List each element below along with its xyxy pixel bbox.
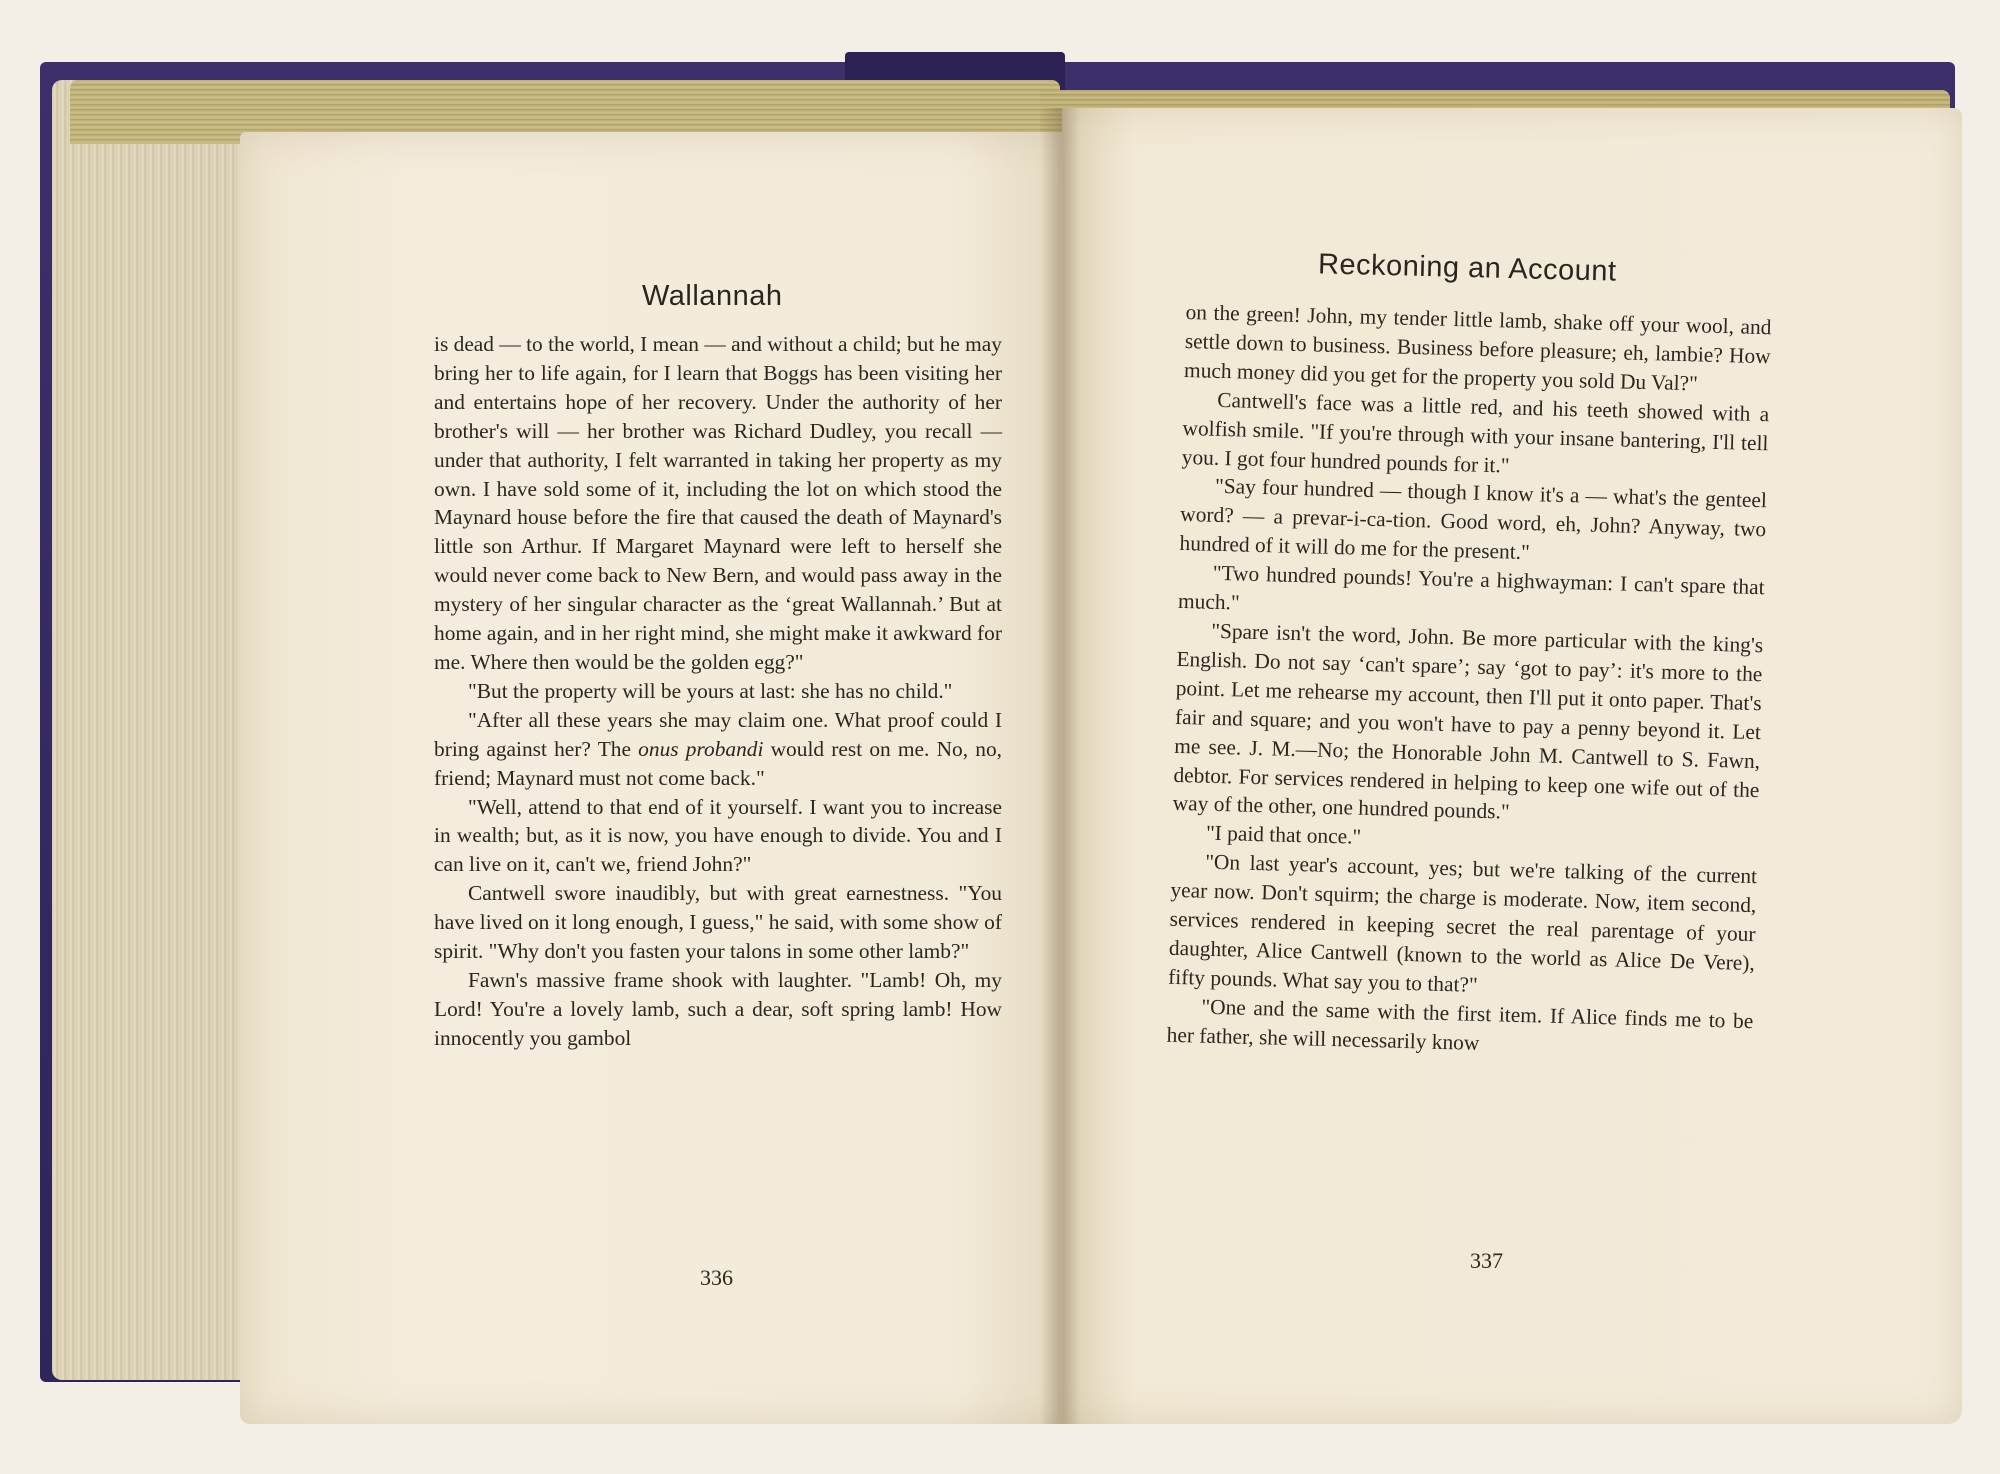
- paragraph-text: "After all these years she may claim one. What proof could I bring against her? The: [434, 707, 1002, 761]
- left-page-text: [434, 330, 1002, 1053]
- paragraph: Cantwell's face was a little red, and his teeth showed with a wolfish smile. "If you're through with your insane bantering, I'll tell you. I got four hundred pounds for it.": [1181, 387, 1770, 478]
- paragraph: "Two hundred pounds! You're a highwayman: I can't spare that much.": [1177, 560, 1765, 615]
- paragraph-text: would rest on me. No, no, friend; Maynard must not come back.": [434, 736, 1002, 790]
- left-running-head: Wallannah: [642, 280, 783, 312]
- gutter-shadow: [1040, 108, 1080, 1424]
- page-edges-left: [52, 80, 262, 1380]
- paragraph: is dead — to the world, I mean — and without a child; but he may bring her to life again, for I learn that Boggs has been visiting her and entertains hope of her recovery. Under the authority of her brother's will — her brother was Richard Dudley, you recall — under that authority, I felt warranted in taking her property as my own. I have sold some of it, including the lot on which stood the Maynard house before the fire that caused the death of Maynard's little son Arthur. If Margaret Maynard were left to herself she would never come back to New Bern, and would pass away in the mystery of her singular character as the ‘great Wallannah.’ But at home again, and in her right mind, she might make it awkward for me. Where then would be the golden egg?": [434, 332, 1002, 674]
- latin-phrase: onus probandi: [638, 736, 764, 761]
- paragraph: "But the property will be yours at last: she has no child.": [468, 678, 953, 703]
- paragraph: on the green! John, my tender little lamb, shake off your wool, and settle down to business. Business before pleasure; eh, lambie? How much money did you get for the property you sold Du Val?": [1183, 299, 1772, 396]
- paragraph: Fawn's massive frame shook with laughter. "Lamb! Oh, my Lord! You're a lovely lamb, such a dear, soft spring lamb! How innocently you gambol: [434, 967, 1002, 1050]
- right-page-text: [1166, 298, 1771, 1065]
- paragraph: [434, 706, 1002, 793]
- paragraph: "On last year's account, yes; but we're talking of the current year now. Don't squirm; the charge is moderate. Now, item second, services rendered in keeping secret the real parentage of your daughter, Alice Cantwell (known to the world as Alice De Vere), fifty pounds. What say you to that?": [1167, 849, 1758, 997]
- paragraph: "Well, attend to that end of it yourself. I want you to increase in wealth; but, as it is now, you have enough to divide. You and I can live on it, can't we, friend John?": [434, 794, 1002, 877]
- paragraph: "Spare isn't the word, John. Be more particular with the king's English. Do not say ‘can't spare’; say ‘got to pay’: it's more to the point. Let me rehearse my account, then I'll put it onto paper. That's fair and square; and you won't have to pay a penny beyond it. Let me see. J. M.—No; the Honorable John M. Cantwell to S. Fawn, debtor. For services rendered in helping to keep one wife out of the way of the other, one hundred pounds.": [1172, 618, 1764, 825]
- page-number-right: 337: [1470, 1248, 1503, 1273]
- paragraph: Cantwell swore inaudibly, but with great earnestness. "You have lived on it long enough, I guess," he said, with some show of spirit. "Why don't you fasten your talons in some other lamb?": [434, 881, 1002, 964]
- paragraph: "I paid that once.": [1205, 821, 1362, 850]
- right-running-head: Reckoning an Account: [1317, 248, 1617, 288]
- page-number-left: 336: [700, 1265, 733, 1290]
- paragraph: "One and the same with the first item. If Alice finds me to be her father, she will necessarily know: [1166, 994, 1754, 1055]
- paragraph: "Say four hundred — though I know it's a — what's the genteel word? — a prevar-i-ca-tion. Good word, eh, John? Anyway, two hundred of it will do me for the present.": [1179, 474, 1768, 565]
